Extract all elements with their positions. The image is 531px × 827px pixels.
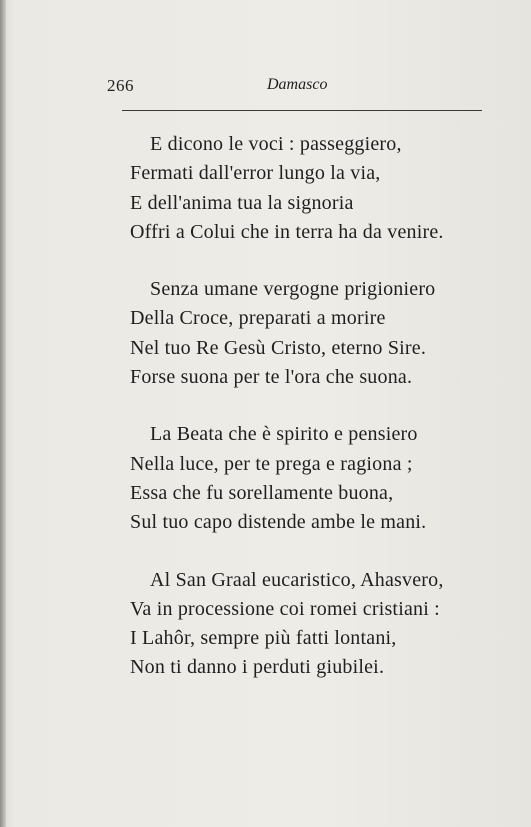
poem-text bbox=[130, 130, 510, 711]
poem-line: La Beata che è spirito e pensiero bbox=[150, 423, 418, 446]
poem-line: Senza umane vergogne prigioniero bbox=[150, 278, 436, 301]
poem-line: Forse suona per te l'ora che suona. bbox=[130, 366, 413, 389]
stanza-1 bbox=[130, 130, 510, 247]
poem-line: Va in processione coi romei cristiani : bbox=[130, 597, 440, 620]
poem-line: Nel tuo Re Gesù Cristo, eterno Sire. bbox=[130, 336, 427, 359]
poem-line: Offri a Colui che in terra ha da venire. bbox=[130, 220, 444, 243]
page-binding-edge bbox=[0, 0, 6, 827]
stanza-4 bbox=[130, 566, 510, 683]
page-number: 266 bbox=[107, 76, 134, 95]
poem-line: Fermati dall'error lungo la via, bbox=[130, 162, 381, 185]
poem-line: Essa che fu sorellamente buona, bbox=[130, 481, 394, 504]
poem-line: Della Croce, preparati a morire bbox=[130, 307, 386, 330]
poem-line: Sul tuo capo distende ambe le mani. bbox=[130, 511, 427, 534]
poem-line: E dicono le voci : passeggiero, bbox=[150, 133, 402, 155]
running-title: Damasco bbox=[267, 76, 328, 93]
stanza-2 bbox=[130, 275, 510, 392]
stanza-3 bbox=[130, 420, 510, 537]
poem-line: Nella luce, per te prega e ragiona ; bbox=[130, 452, 413, 475]
poem-line: I Lahôr, sempre più fatti lontani, bbox=[130, 627, 397, 650]
header-rule bbox=[122, 110, 482, 111]
poem-line: Al San Graal eucaristico, Ahasvero, bbox=[150, 568, 444, 591]
page-header bbox=[107, 76, 482, 100]
poem-line: Non ti danno i perduti giubilei. bbox=[130, 656, 385, 679]
poem-line: E dell'anima tua la signoria bbox=[130, 191, 354, 214]
